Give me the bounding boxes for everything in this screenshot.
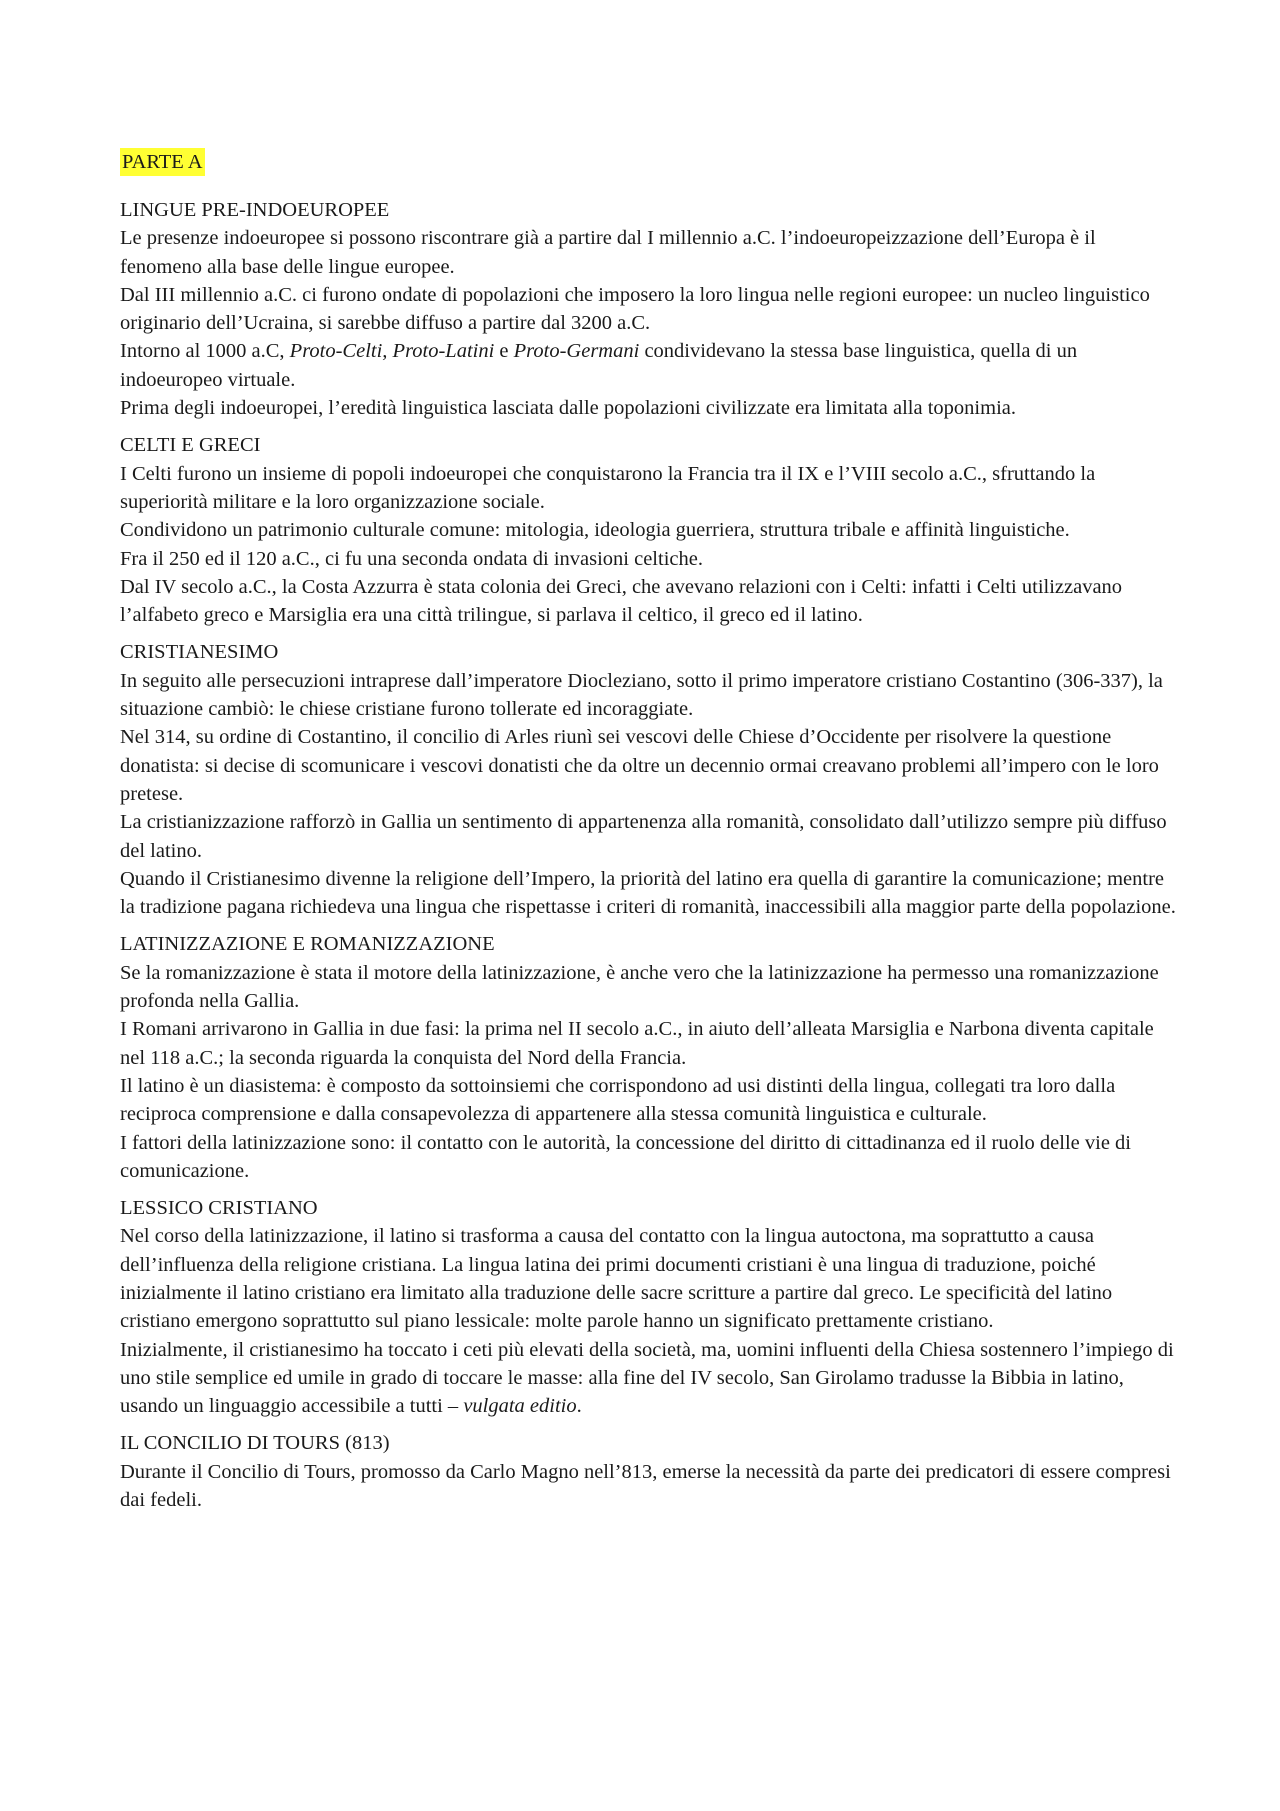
- section-heading-text: LESSICO CRISTIANO: [120, 1197, 318, 1220]
- section: [120, 196, 1180, 422]
- part-title-highlighted: PARTE A: [120, 148, 205, 176]
- section-heading: [120, 196, 1180, 224]
- paragraph: Condividono un patrimonio culturale comune: mitologia, ideologia guerriera, struttura tribale e affinità linguistiche.: [120, 519, 1070, 542]
- section-heading-text: IL CONCILIO DI TOURS: [120, 1432, 340, 1455]
- section: [120, 1429, 1180, 1514]
- paragraph: Inizialmente, il cristianesimo ha toccato i ceti più elevati della società, ma, uomini influenti della Chiesa sostennero l’impiego di uno stile semplice ed umile in grado di toccare le masse: alla fine del IV secolo, San Girolamo tradusse la Bibbia in latino, usando un linguaggio accessibile a tutti – vulgata editio.: [120, 1338, 1174, 1418]
- paragraph: I Celti furono un insieme di popoli indoeuropei che conquistarono la Francia tra il IX e l’VIII secolo a.C., sfruttando la superiorità militare e la loro organizzazione sociale.: [120, 462, 1096, 513]
- paragraph: Le presenze indoeuropee si possono riscontrare già a partire dal I millennio a.C. l’indoeuropeizzazione dell’Europa è il fenomeno alla base delle lingue europee.: [120, 227, 1096, 278]
- paragraph: Prima degli indoeuropei, l’eredità linguistica lasciata dalle popolazioni civilizzate era limitata alla toponimia.: [120, 397, 1016, 420]
- paragraph: Nel 314, su ordine di Costantino, il concilio di Arles riunì sei vescovi delle Chiese d’Occidente per risolvere la questione donatista: si decise di scomunicare i vescovi donatisti che da oltre un decennio ormai creavano problemi all’impero con le loro pretese.: [120, 726, 1159, 805]
- section-heading: [120, 1194, 1180, 1222]
- section: [120, 638, 1180, 921]
- section-heading: [120, 638, 1180, 666]
- section-heading-text: CRISTIANESIMO: [120, 641, 279, 664]
- section-heading-text: CELTI E GRECI: [120, 434, 261, 457]
- section-heading-year: (813): [340, 1432, 390, 1455]
- paragraph: Se la romanizzazione è stata il motore della latinizzazione, è anche vero che la latinizzazione ha permesso una romanizzazione profonda nella Gallia.: [120, 961, 1159, 1013]
- paragraph: La cristianizzazione rafforzò in Gallia un sentimento di appartenenza alla romanità, consolidato dall’utilizzo sempre più diffuso del latino.: [120, 811, 1167, 862]
- paragraph: Dal III millennio a.C. ci furono ondate di popolazioni che imposero la loro lingua nelle regioni europee: un nucleo linguistico originario dell’Ucraina, si sarebbe diffuso a partire dal 3200 a.C.: [120, 283, 1150, 335]
- section: [120, 431, 1180, 629]
- section-heading-text: LATINIZZAZIONE E ROMANIZZAZIONE: [120, 933, 495, 956]
- section: [120, 930, 1180, 1185]
- paragraph: In seguito alle persecuzioni intraprese dall’imperatore Diocleziano, sotto il primo imperatore cristiano Costantino (306-337), la situazione cambiò: le chiese cristiane furono tollerate ed incoraggiate.: [120, 669, 1163, 721]
- section-heading-text: LINGUE PRE-INDOEUROPEE: [120, 199, 390, 221]
- paragraph: Fra il 250 ed il 120 a.C., ci fu una seconda ondata di invasioni celtiche.: [120, 547, 703, 570]
- section-heading: [120, 1429, 1180, 1457]
- paragraph: I fattori della latinizzazione sono: il contatto con le autorità, la concessione del diritto di cittadinanza ed il ruolo delle vie di comunicazione.: [120, 1131, 1131, 1182]
- section: [120, 1194, 1180, 1420]
- paragraph: I Romani arrivarono in Gallia in due fasi: la prima nel II secolo a.C., in aiuto dell’alleata Marsiglia e Narbona diventa capitale nel 118 a.C.; la seconda riguarda la conquista del Nord della Francia.: [120, 1018, 1154, 1069]
- paragraph: Intorno al 1000 a.C, Proto-Celti, Proto-Latini e Proto-Germani condividevano la stessa base linguistica, quella di un indoeuropeo virtuale.: [120, 340, 1078, 391]
- italic-term: Proto-Celti, Proto-Latini: [289, 340, 495, 363]
- document-page: [120, 148, 1180, 1523]
- paragraph: Quando il Cristianesimo divenne la religione dell’Impero, la priorità del latino era quella di garantire la comunicazione; mentre la tradizione pagana richiedeva una lingua che rispettasse i criteri di romanità, inaccessibili alla maggior parte della popolazione.: [120, 867, 1176, 919]
- section-heading: [120, 930, 1180, 958]
- italic-term: vulgata editio: [463, 1395, 577, 1418]
- section-heading: [120, 431, 1180, 459]
- paragraph: Il latino è un diasistema: è composto da sottoinsiemi che corrispondono ad usi distinti della lingua, collegati tra loro dalla reciproca comprensione e dalla consapevolezza di appartenere alla stessa comunità linguistica e culturale.: [120, 1074, 1116, 1126]
- italic-term: Proto-Germani: [513, 340, 640, 363]
- paragraph: Durante il Concilio di Tours, promosso da Carlo Magno nell’813, emerse la necessità da parte dei predicatori di essere compresi dai fedeli.: [120, 1460, 1171, 1512]
- paragraph: Nel corso della latinizzazione, il latino si trasforma a causa del contatto con la lingua autoctona, ma soprattutto a causa dell’influenza della religione cristiana. La lingua latina dei primi documenti cristiani è una lingua di traduzione, poiché inizialmente il latino cristiano era limitato alla traduzione delle sacre scritture a partire dal greco. Le specificità del latino cristiano emergono soprattutto sul piano lessicale: molte parole hanno un significato prettamente cristiano.: [120, 1225, 1113, 1333]
- sections-container: [120, 196, 1180, 1514]
- paragraph: Dal IV secolo a.C., la Costa Azzurra è stata colonia dei Greci, che avevano relazioni con i Celti: infatti i Celti utilizzavano l’alfabeto greco e Marsiglia era una città trilingue, si parlava il celtico, il greco ed il latino.: [120, 575, 1123, 627]
